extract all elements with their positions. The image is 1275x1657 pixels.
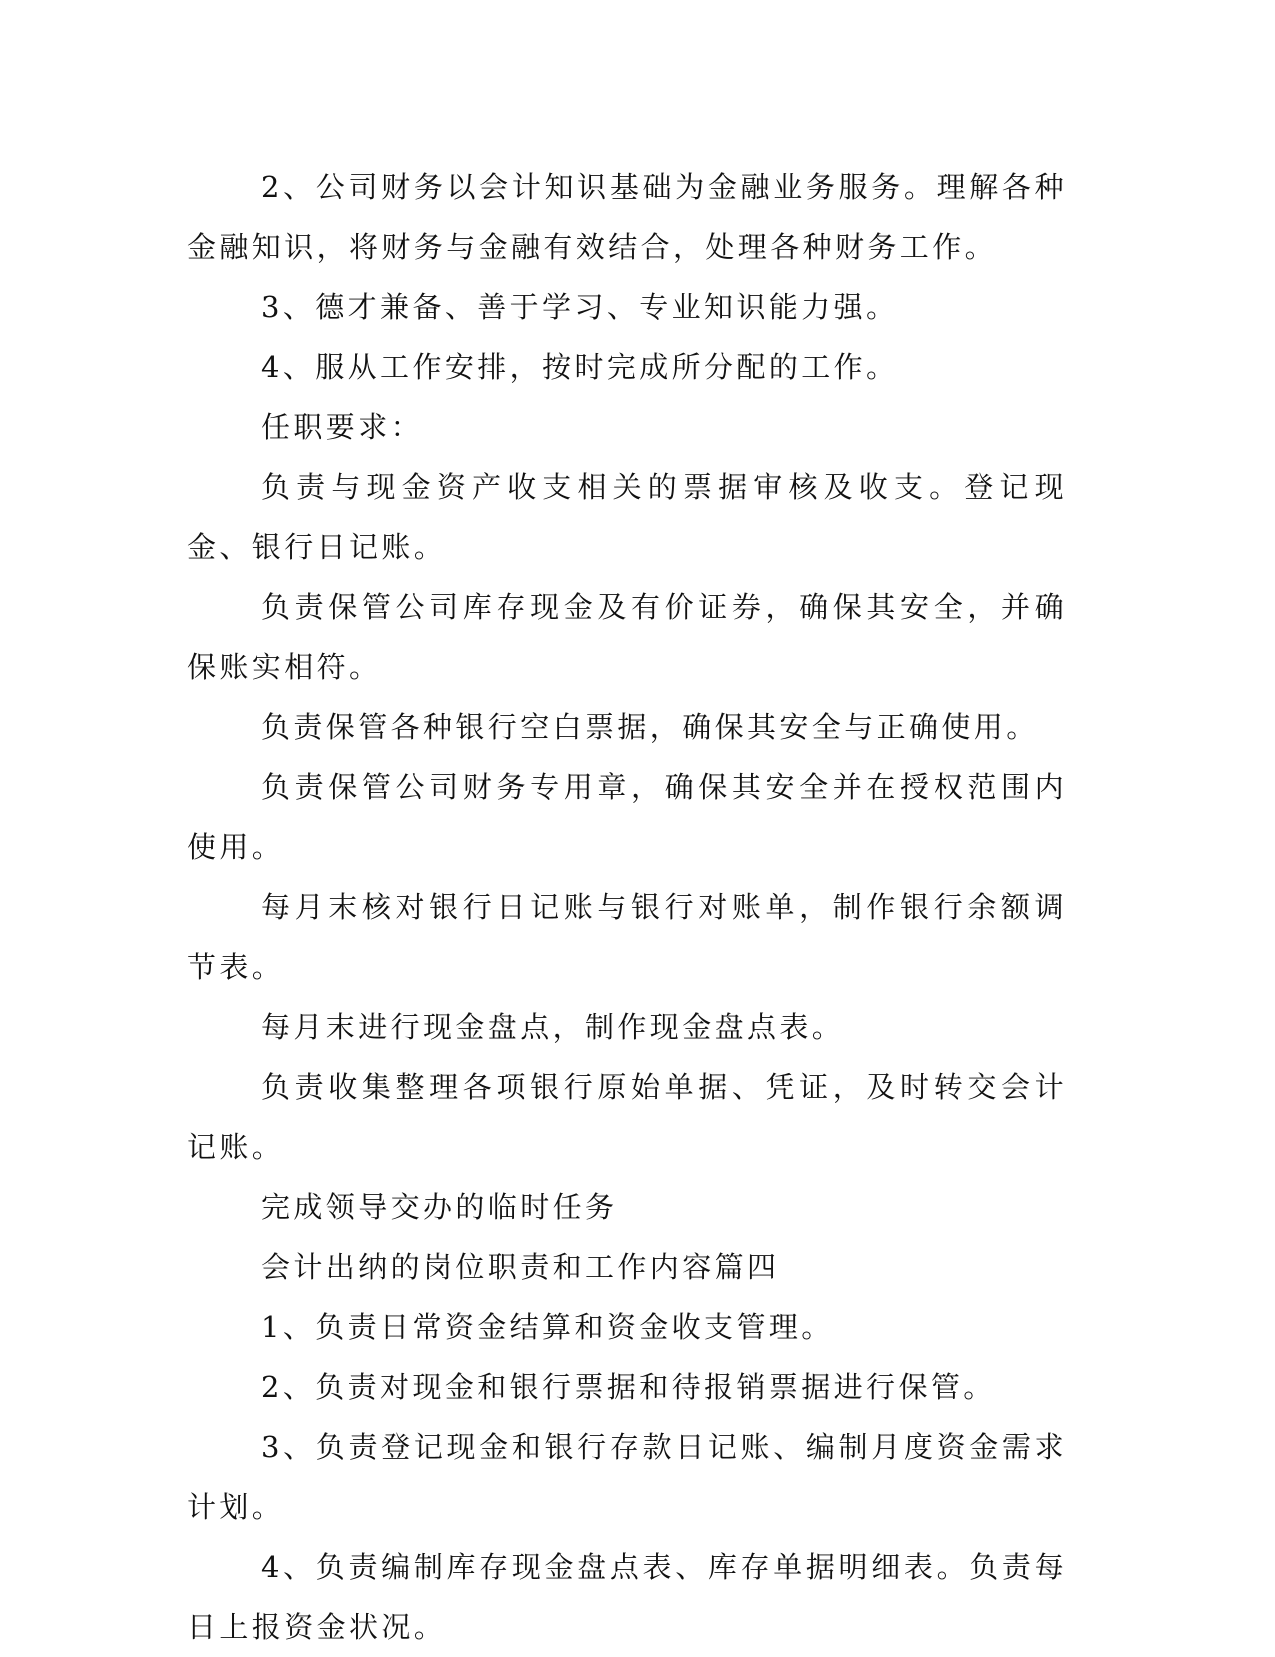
paragraph: 1、负责日常资金结算和资金收支管理。 [261, 1310, 834, 1344]
paragraph: 完成领导交办的临时任务 [261, 1190, 618, 1224]
paragraph: 每月末核对银行日记账与银行对账单，制作银行余额调节表。 [187, 890, 1067, 984]
paragraph: 负责保管公司库存现金及有价证券，确保其安全，并确保账实相符。 [187, 590, 1067, 684]
paragraph: 负责保管各种银行空白票据，确保其安全与正确使用。 [261, 710, 1039, 744]
paragraph: 4、负责编制库存现金盘点表、库存单据明细表。负责每日上报资金状况。 [187, 1550, 1067, 1644]
paragraph: 每月末进行现金盘点，制作现金盘点表。 [261, 1010, 845, 1044]
paragraph: 3、德才兼备、善于学习、专业知识能力强。 [261, 290, 899, 324]
paragraph: 3、负责登记现金和银行存款日记账、编制月度资金需求计划。 [187, 1430, 1067, 1524]
paragraph: 4、服从工作安排，按时完成所分配的工作。 [261, 350, 899, 384]
section-heading: 会计出纳的岗位职责和工作内容篇四 [261, 1250, 780, 1284]
paragraph: 负责保管公司财务专用章，确保其安全并在授权范围内使用。 [187, 770, 1067, 864]
section-heading: 任职要求： [261, 410, 424, 444]
paragraph: 负责与现金资产收支相关的票据审核及收支。登记现金、银行日记账。 [187, 470, 1067, 564]
paragraph: 2、公司财务以会计知识基础为金融业务服务。理解各种金融知识，将财务与金融有效结合，处理各种财务工作。 [187, 170, 1067, 264]
paragraph: 负责收集整理各项银行原始单据、凭证，及时转交会计记账。 [187, 1070, 1067, 1164]
paragraph: 2、负责对现金和银行票据和待报销票据进行保管。 [261, 1370, 996, 1404]
document-body [187, 157, 1067, 1657]
